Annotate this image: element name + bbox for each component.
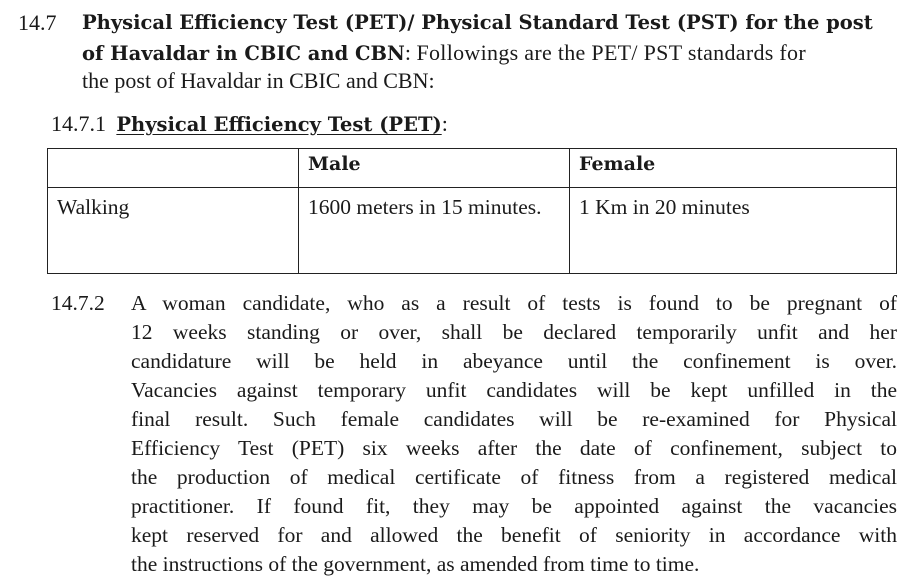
subsection-2-number: 14.7.2 [51, 291, 105, 315]
paragraph-line: kept reserved for and allowed the benefit of seniority in accordance with [131, 523, 897, 547]
subsection-1-colon: : [441, 111, 448, 136]
table-header-row [48, 149, 897, 188]
pet-table [47, 148, 897, 274]
table-header-blank [48, 149, 299, 188]
paragraph-line: Vacancies against temporary unfit candidates will be kept unfilled in the [131, 378, 897, 402]
paragraph-line: A woman candidate, who as a result of tests is found to be pregnant of [131, 291, 897, 315]
paragraph-line: the production of medical certificate of fitness from a registered medical [131, 465, 897, 489]
subsection-1-heading [51, 111, 448, 137]
table-header-female: Female [570, 149, 897, 188]
section-number: 14.7 [18, 10, 57, 35]
section-heading-line2 [82, 40, 806, 66]
paragraph-line: Efficiency Test (PET) six weeks after the date of confinement, subject to [131, 436, 897, 460]
table-row [48, 188, 897, 274]
paragraph-line: final result. Such female candidates will be re-examined for Physical [131, 407, 897, 431]
subsection-1-number: 14.7.1 [51, 111, 106, 136]
subsection-1-title: Physical Efficiency Test (PET) [116, 113, 442, 136]
intro-text: Followings are the PET/ PST standards for [416, 40, 806, 65]
paragraph-line: candidature will be held in abeyance until the confinement is over. [131, 349, 897, 373]
section-heading-cont: of Havaldar in CBIC and CBN [82, 42, 405, 65]
intro-separator: : [404, 40, 417, 65]
table-cell-male: 1600 meters in 15 minutes. [299, 188, 570, 274]
table-cell-female: 1 Km in 20 minutes [570, 188, 897, 274]
paragraph-line: the instructions of the government, as amended from time to time. [131, 552, 700, 576]
section-heading: Physical Efficiency Test (PET)/ Physical Standard Test (PST) for the post [82, 11, 873, 34]
table-header-male: Male [299, 149, 570, 188]
paragraph-line: 12 weeks standing or over, shall be declared temporarily unfit and her [131, 320, 897, 344]
intro-line3: the post of Havaldar in CBIC and CBN: [82, 68, 435, 93]
table-cell-activity: Walking [48, 188, 299, 274]
paragraph-line: practitioner. If found fit, they may be appointed against the vacancies [131, 494, 897, 518]
